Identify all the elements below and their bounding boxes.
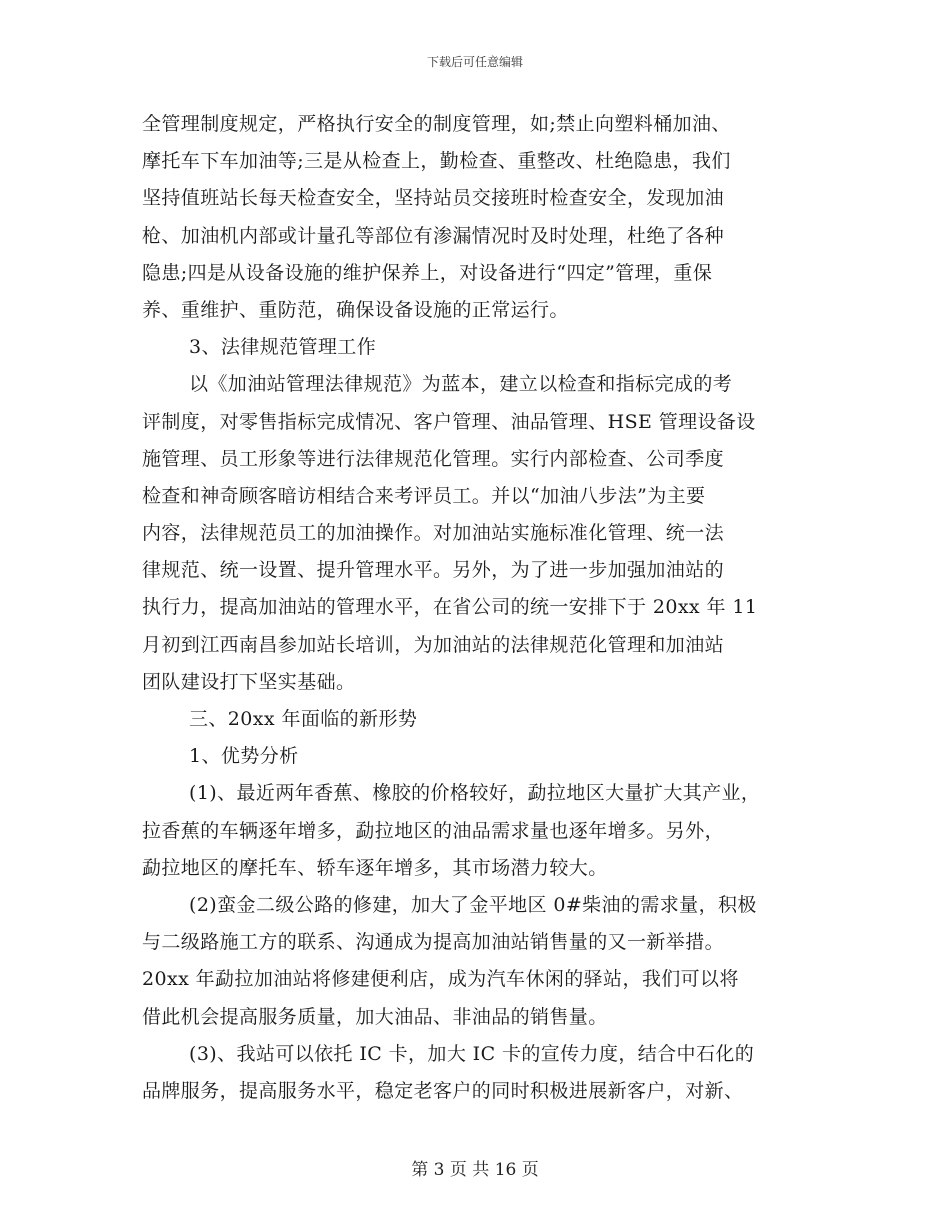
text-line: 品牌服务，提高服务水平，稳定老客户的同时积极进展新客户，对新、 [142, 1079, 744, 1102]
text-line: 坚持值班站长每天检查安全，坚持站员交接班时检查安全，发现加油 [142, 187, 725, 210]
text-line: 检查和神奇顾客暗访相结合来考评员工。并以“加油八步法”为主要 [142, 484, 706, 507]
text-line: 律规范、统一设置、提升管理水平。另外，为了进一步加强加油站的 [142, 559, 725, 582]
text-line: 借此机会提高服务质量，加大油品、非油品的销售量。 [142, 1005, 608, 1028]
text-line: 拉香蕉的车辆逐年增多，勐拉地区的油品需求量也逐年增多。另外， [142, 819, 725, 842]
text-line: 内容，法律规范员工的加油操作。对加油站实施标准化管理、统一法 [142, 522, 725, 545]
text-line: (2)蛮金二级公路的修建，加大了金平地区 0#柴油的需求量，积极 [189, 893, 757, 916]
text-line: 隐患;四是从设备设施的维护保养上，对设备进行“四定”管理，重保 [142, 261, 713, 284]
text-line: 评制度，对零售指标完成情况、客户管理、油品管理、HSE 管理设备设 [142, 410, 756, 433]
text-line: 枪、加油机内部或计量孔等部位有渗漏情况时及时处理，杜绝了各种 [142, 224, 725, 247]
page-number: 第 3 页 共 16 页 [411, 1160, 539, 1180]
section-heading: 三、20xx 年面临的新形势 [189, 708, 418, 730]
section-heading: 3、法律规范管理工作 [189, 336, 377, 359]
text-line: 20xx 年勐拉加油站将修建便利店，成为汽车休闲的驿站，我们可以将 [142, 968, 739, 991]
section-heading: 1、优势分析 [189, 745, 299, 768]
text-line: 与二级路施工方的联系、沟通成为提高加油站销售量的又一新举措。 [142, 931, 725, 954]
text-line: 施管理、员工形象等进行法律规范化管理。实行内部检查、公司季度 [142, 447, 725, 470]
text-line: (3)、我站可以依托 IC 卡，加大 IC 卡的宣传力度，结合中石化的 [189, 1042, 755, 1065]
text-line: 勐拉地区的摩托车、轿车逐年增多，其市场潜力较大。 [142, 856, 608, 879]
document-body [142, 106, 822, 1110]
text-line: 执行力，提高加油站的管理水平，在省公司的统一安排下于 20xx 年 11 [142, 596, 758, 619]
text-line: 养、重维护、重防范，确保设备设施的正常运行。 [142, 298, 569, 321]
text-line: 以《加油站管理法律规范》为蓝本，建立以检查和指标完成的考 [189, 373, 733, 396]
text-line: 摩托车下车加油等;三是从检查上，勤检查、重整改、杜绝隐患，我们 [142, 150, 731, 173]
page-header: 下载后可任意编辑 [426, 55, 523, 69]
text-line: (1)、最近两年香蕉、橡胶的价格较好，勐拉地区大量扩大其产业， [189, 782, 761, 805]
text-line: 团队建设打下坚实基础。 [142, 670, 356, 693]
text-line: 全管理制度规定，严格执行安全的制度管理，如;禁止向塑料桶加油、 [142, 113, 731, 135]
text-line: 月初到江西南昌参加站长培训，为加油站的法律规范化管理和加油站 [142, 633, 725, 656]
